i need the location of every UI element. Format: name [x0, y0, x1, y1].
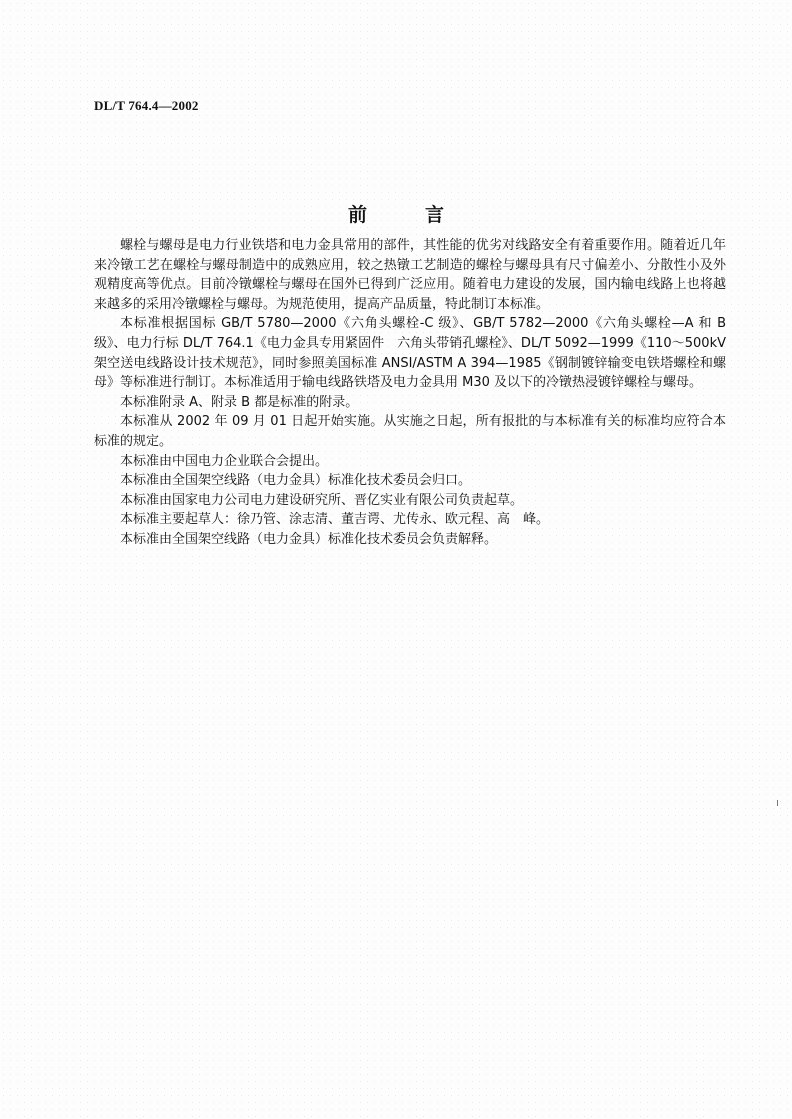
paragraph-proposer: 本标准由中国电力企业联合会提出。 — [120, 453, 329, 469]
paragraph-drafting-units: 本标准由国家电力公司电力建设研究所、晋亿实业有限公司负责起草。 — [120, 492, 524, 508]
page-title: 前言 — [347, 204, 502, 226]
document-code: DL/T 764.4—2002 — [94, 98, 199, 113]
paragraph-interpretation: 本标准由全国架空线路（电力金具）标准化技术委员会负责解释。 — [120, 531, 498, 547]
paragraph-background: 螺栓与螺母是电力行业铁塔和电力金具常用的部件，其性能的优劣对线路安全有着重要作用。随着近几年来冷镦工艺在螺栓与螺母制造中的成熟应用，较之热镦工艺制造的螺栓与螺母具有尺寸偏差小、分散性小及外观精度高等优点。目前冷镦螺栓与螺母在国外已得到广泛应用。随着电力建设的发展，国内输电线路上也将越来越多的采用冷镦螺栓与螺母。为规范使用，提高产品质量，特此制订本标准。 — [94, 238, 726, 312]
paragraph-appendix: 本标准附录 A、附录 B 都是标准的附录。 — [120, 394, 359, 410]
paragraph-drafters: 本标准主要起草人：徐乃管、涂志清、董吉谔、尤传永、欧元程、高 峰。 — [120, 512, 550, 528]
paragraph-effective-date: 本标准从 2002 年 09 月 01 日起开始实施。从实施之日起，所有报批的与本标准有关的标准均应符合本标准的规定。 — [94, 414, 726, 449]
foreword-body — [94, 236, 726, 550]
paragraph-administration: 本标准由全国架空线路（电力金具）标准化技术委员会归口。 — [120, 473, 472, 489]
paragraph-references: 本标准根据国标 GB/T 5780—2000《六角头螺栓-C 级》、GB/T 5782—2000《六角头螺栓—A 和 B 级》、电力行标 DL/T 764.1《电力金具专用紧固件 六角头带销孔螺栓》、DL/T 5092—1999《110～500kV 架空送电线路设计技术规范》，同时参照美国标准 ANSI/ASTM A 394—1985《钢制镀锌输变电铁塔螺栓和螺母》等标准进行制订。本标准适用于输电线路铁塔及电力金具用 M30 及以下的冷镦热浸镀锌螺栓与螺母。 — [94, 316, 726, 391]
scan-mark — [777, 800, 778, 806]
